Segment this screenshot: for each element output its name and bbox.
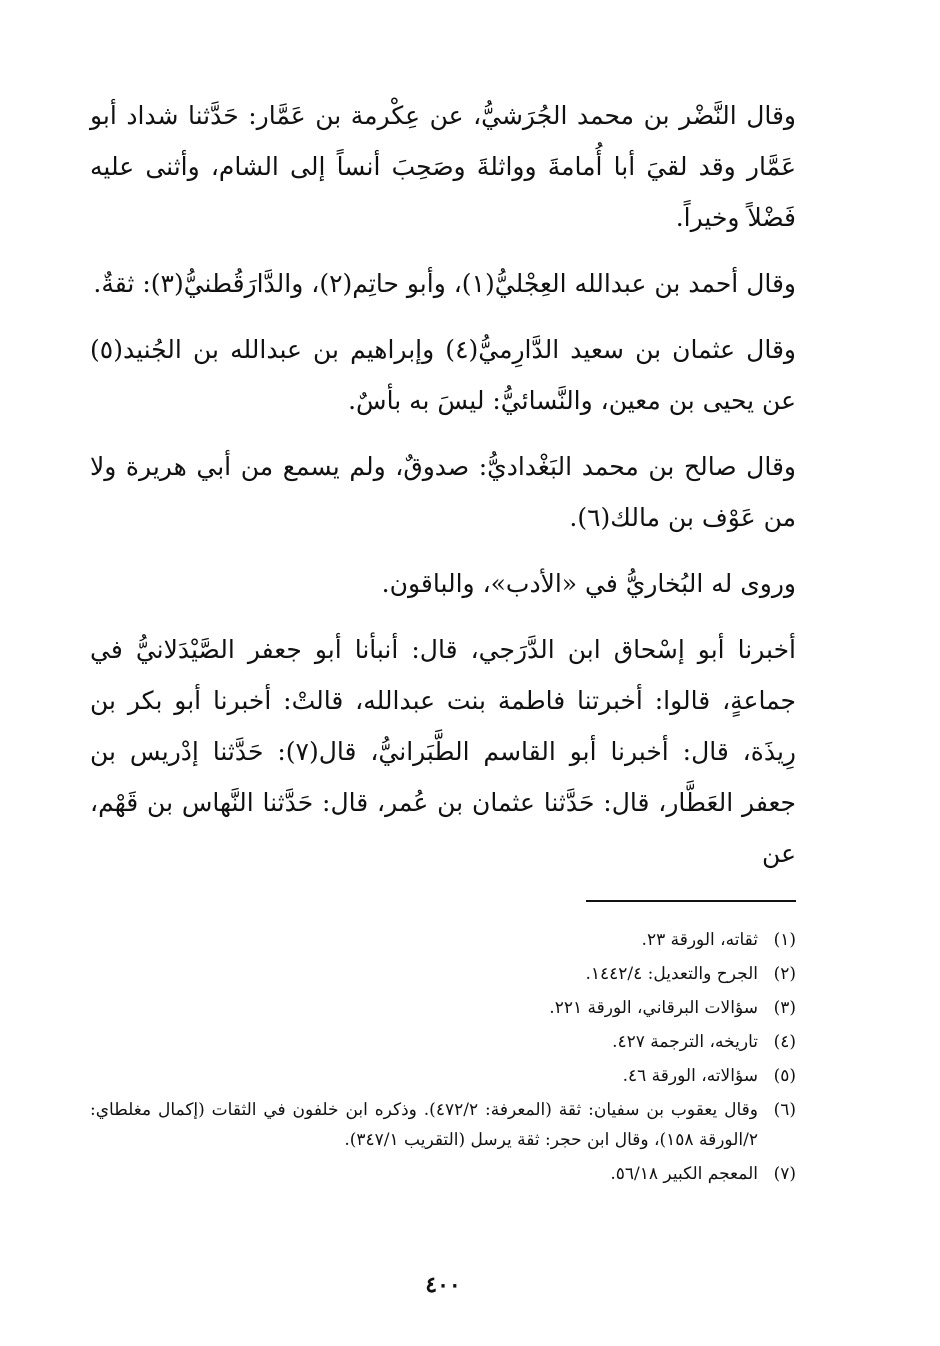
footnote bbox=[90, 1061, 796, 1091]
footnote bbox=[90, 1159, 796, 1189]
book-page bbox=[90, 80, 796, 1300]
footnote-number: (١) bbox=[773, 930, 796, 950]
footnote-text: الجرح والتعديل: ١٤٤٢/٤. bbox=[585, 964, 758, 984]
footnote-number: (٧) bbox=[773, 1164, 796, 1184]
footnote-text: ثقاته، الورقة ٢٣. bbox=[641, 930, 758, 950]
paragraph: وقال النَّضْر بن محمد الجُرَشيُّ، عن عِكْرمة بن عَمَّار: حَدَّثنا شداد أبو عَمَّار وقد لقيَ أبا أُمامةَ وواثلةَ وصَحِبَ أنساً إلى الشام، وأثنى عليه فَضْلاً وخيراً. bbox=[90, 101, 796, 232]
footnote-text: المعجم الكبير ٥٦/١٨. bbox=[610, 1164, 758, 1184]
main-text bbox=[90, 90, 796, 894]
page-number: ٤٠٠ bbox=[425, 1272, 461, 1298]
paragraph: وقال أحمد بن عبدالله العِجْليُّ(١)، وأبو حاتِم(٢)، والدَّارَقُطنيُّ(٣): ثقةٌ. bbox=[93, 269, 796, 298]
footnote-text: سؤالات البرقاني، الورقة ٢٢١. bbox=[549, 998, 758, 1018]
footnote-text: تاريخه، الترجمة ٤٢٧. bbox=[612, 1032, 758, 1052]
footnote-text: وقال يعقوب بن سفيان: ثقة (المعرفة: ٤٧٢/٢). وذكره ابن خلفون في الثقات (إكمال مغلطاي: ٢/الورقة ١٥٨)، وقال ابن حجر: ثقة يرسل (التقريب ٣٤٧/١). bbox=[90, 1100, 758, 1150]
footnote bbox=[90, 925, 796, 955]
paragraph: وقال صالح بن محمد البَغْداديُّ: صدوقٌ، ولم يسمع من أبي هريرة ولا من عَوْف بن مالك(٦). bbox=[90, 452, 796, 532]
footnote-text: سؤالاته، الورقة ٤٦. bbox=[622, 1066, 758, 1086]
footnote bbox=[90, 1027, 796, 1057]
footnote bbox=[90, 993, 796, 1023]
footnote-number: (٦) bbox=[773, 1100, 796, 1120]
paragraph: أخبرنا أبو إسْحاق ابن الدَّرَجي، قال: أنبأنا أبو جعفر الصَّيْدَلانيُّ في جماعةٍ، قالوا: أخبرتنا فاطمة بنت عبدالله، قالتْ: أخبرنا أبو بكر بن رِيذَة، قال: أخبرنا أبو القاسم الطَّبَرانيُّ، قال(٧): حَدَّثنا إدْريس بن جعفر العَطَّار، قال: حَدَّثنا عثمان بن عُمر، قال: حَدَّثنا النَّهاس بن قَهْم، عن bbox=[90, 635, 797, 868]
footnote-separator bbox=[586, 900, 796, 902]
footnote-number: (٤) bbox=[773, 1032, 796, 1052]
footnote-number: (٢) bbox=[773, 964, 796, 984]
footnote bbox=[90, 959, 796, 989]
paragraph: وروى له البُخاريُّ في «الأدب»، والباقون. bbox=[381, 569, 796, 598]
footnote bbox=[90, 1095, 796, 1155]
footnotes bbox=[90, 925, 796, 1193]
paragraph: وقال عثمان بن سعيد الدَّارِميُّ(٤) وإبراهيم بن عبدالله بن الجُنيد(٥) عن يحيى بن معين، والنَّسائيُّ: ليسَ به بأسٌ. bbox=[90, 335, 796, 415]
footnote-number: (٣) bbox=[773, 998, 796, 1018]
footnote-number: (٥) bbox=[773, 1066, 796, 1086]
